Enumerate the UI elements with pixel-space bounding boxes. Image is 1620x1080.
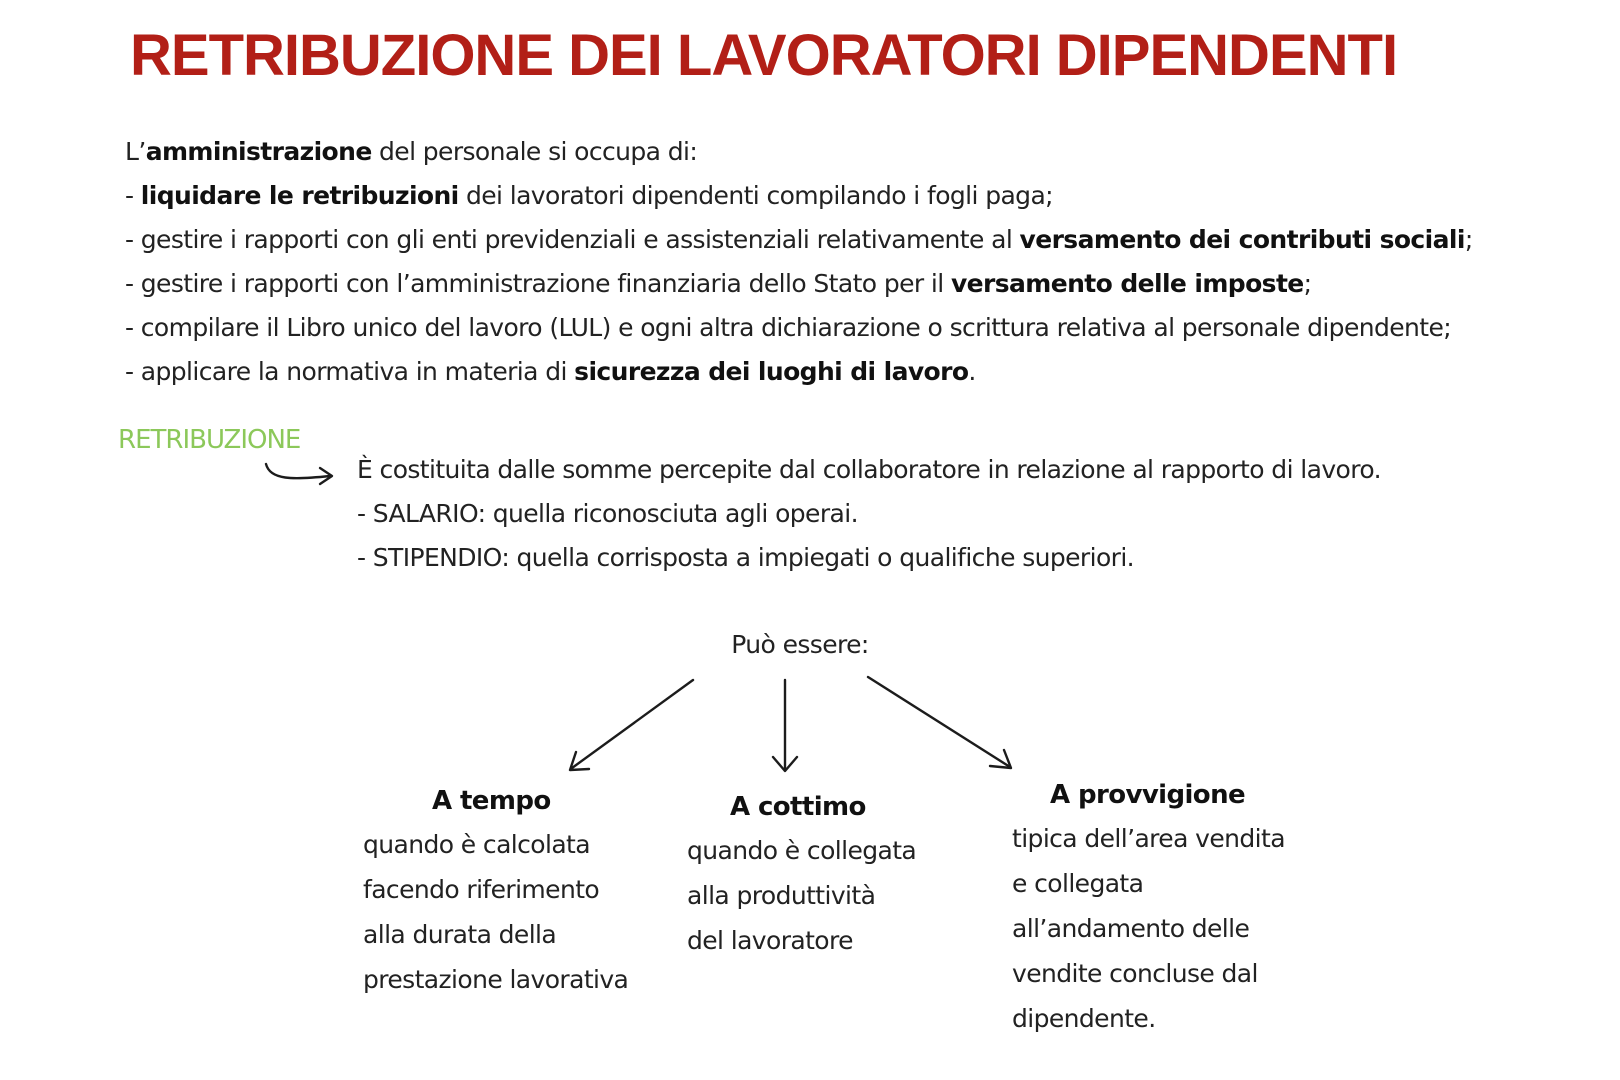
salario-line: - SALARIO: quella riconosciuta agli operai.: [357, 499, 858, 528]
intro-line-1: L’amministrazione del personale si occupa di:: [125, 137, 698, 166]
arrow-down-icon: [773, 680, 797, 771]
type-tempo-desc: quando è calcolata facendo riferimento alla durata della prestazione lavorativa: [363, 830, 629, 994]
stipendio-line: - STIPENDIO: quella corrisposta a impiegati o qualifiche superiori.: [357, 543, 1135, 572]
type-provvigione: [1012, 780, 1352, 1041]
intro-line-6: - applicare la normativa in materia di sicurezza dei luoghi di lavoro.: [125, 357, 976, 386]
intro-line-2: - liquidare le retribuzioni dei lavoratori dipendenti compilando i fogli paga;: [125, 181, 1053, 210]
intro-line-3: - gestire i rapporti con gli enti previdenziali e assistenziali relativamente al versamento dei contributi sociali;: [125, 225, 1473, 254]
type-cottimo-desc: quando è collegata alla produttività del lavoratore: [687, 836, 917, 955]
intro-line-4: - gestire i rapporti con l’amministrazione finanziaria dello Stato per il versamento delle imposte;: [125, 269, 1312, 298]
type-tempo-title: A tempo: [432, 786, 551, 816]
arrow-left-icon: [570, 680, 693, 770]
type-cottimo: [687, 792, 1027, 963]
arrow-right-icon: [868, 677, 1011, 768]
intro-line-5: - compilare il Libro unico del lavoro (LUL) e ogni altra dichiarazione o scrittura relativa al personale dipendente;: [125, 313, 1452, 342]
types-question: Può essere:: [731, 630, 869, 659]
definition-line: È costituita dalle somme percepite dal collaboratore in relazione al rapporto di lavoro.: [357, 455, 1381, 484]
retribuzione-label: RETRIBUZIONE: [118, 425, 301, 455]
type-tempo: [363, 786, 703, 1002]
page-title: RETRIBUZIONE DEI LAVORATORI DIPENDENTI: [130, 23, 1398, 88]
type-provvigione-desc: tipica dell’area vendita e collegata all’andamento delle vendite concluse dal dipendente.: [1012, 824, 1285, 1033]
type-provvigione-title: A provvigione: [1050, 780, 1246, 810]
type-cottimo-title: A cottimo: [730, 792, 866, 822]
